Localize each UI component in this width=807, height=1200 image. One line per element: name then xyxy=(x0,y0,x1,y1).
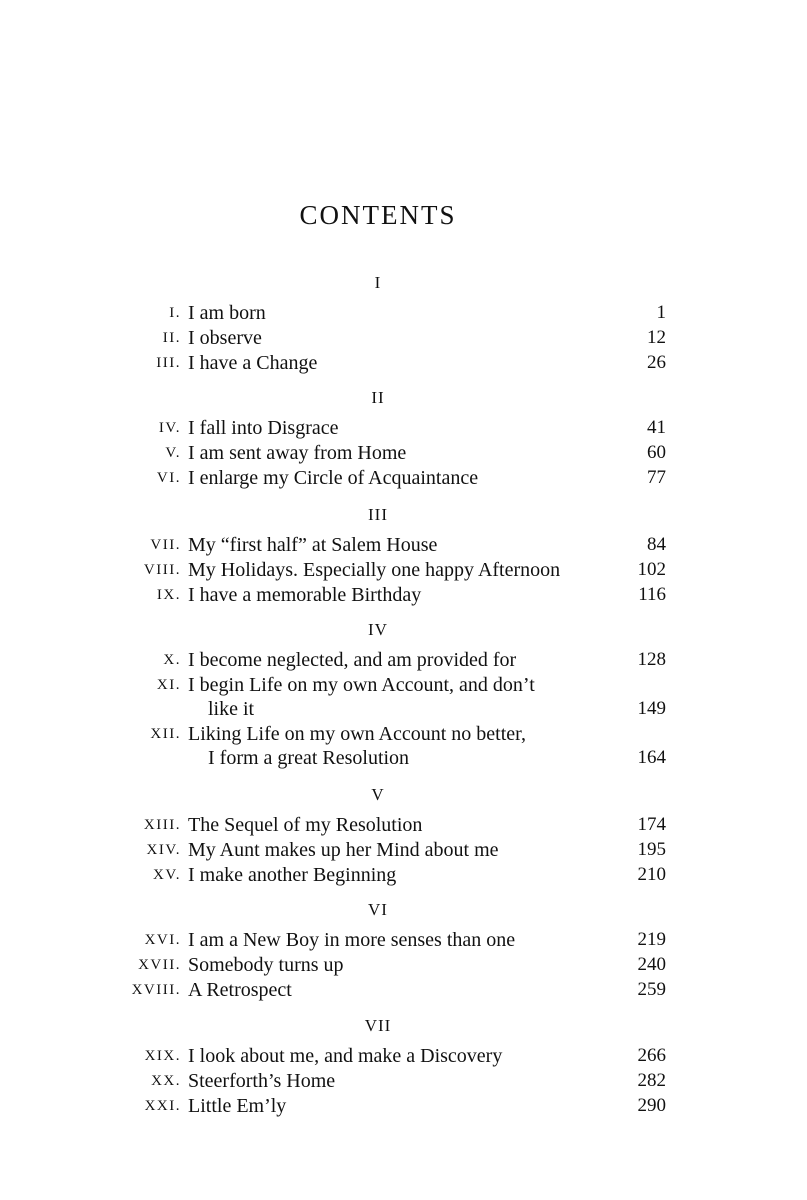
page-number: 102 xyxy=(637,559,666,580)
chapter-title: My “first half” at Salem House xyxy=(188,534,438,556)
chapter-title: I look about me, and make a Discovery xyxy=(188,1045,503,1067)
chapter-title-continued: like it xyxy=(208,698,255,720)
chapter-number: VI. xyxy=(156,470,181,486)
page-number: 116 xyxy=(638,584,666,605)
part-heading: VII xyxy=(364,1016,392,1035)
chapter-number: XXI. xyxy=(144,1098,181,1114)
page-number: 174 xyxy=(637,814,666,835)
page-number: 240 xyxy=(637,954,666,975)
chapter-title: I become neglected, and am provided for xyxy=(188,649,517,671)
page-number: 41 xyxy=(647,417,666,438)
chapter-title: My Aunt makes up her Mind about me xyxy=(188,839,499,861)
chapter-title: I am sent away from Home xyxy=(188,442,407,464)
part-heading: II xyxy=(371,388,385,407)
chapter-title: I make another Beginning xyxy=(188,864,397,886)
page-number: 210 xyxy=(637,864,666,885)
part-heading: VI xyxy=(368,900,388,919)
page-number: 266 xyxy=(637,1045,666,1066)
chapter-number: XIX. xyxy=(144,1048,181,1064)
chapter-title: I observe xyxy=(188,327,262,349)
chapter-number: X. xyxy=(163,652,181,668)
chapter-title: The Sequel of my Resolution xyxy=(188,814,423,836)
page-number: 60 xyxy=(647,442,666,463)
page-number: 164 xyxy=(637,747,666,768)
part-heading: III xyxy=(368,505,388,524)
page-number: 290 xyxy=(637,1095,666,1116)
chapter-number: I. xyxy=(169,305,181,321)
chapter-number: XVII. xyxy=(138,957,181,973)
chapter-title-continued: I form a great Resolution xyxy=(208,747,410,769)
chapter-title: I am born xyxy=(188,302,266,324)
page-number: 1 xyxy=(656,302,666,323)
page-number: 77 xyxy=(647,467,666,488)
part-heading: IV xyxy=(368,620,388,639)
chapter-title: I am a New Boy in more senses than one xyxy=(188,929,516,951)
part-heading: V xyxy=(371,785,385,804)
page-number: 282 xyxy=(637,1070,666,1091)
chapter-number: II. xyxy=(162,330,181,346)
chapter-number: XV. xyxy=(153,867,181,883)
chapter-title: Little Em’ly xyxy=(188,1095,287,1117)
chapter-title: Steerforth’s Home xyxy=(188,1070,336,1092)
chapter-number: IV. xyxy=(158,420,181,436)
chapter-title: Somebody turns up xyxy=(188,954,344,976)
chapter-title: I begin Life on my own Account, and don’t xyxy=(188,674,535,696)
chapter-title: I have a memorable Birthday xyxy=(188,584,422,606)
chapter-number: VIII. xyxy=(143,562,181,578)
page-number: 26 xyxy=(647,352,666,373)
chapter-number: III. xyxy=(156,355,181,371)
chapter-number: XIII. xyxy=(143,817,181,833)
chapter-number: XX. xyxy=(151,1073,181,1089)
chapter-title: I have a Change xyxy=(188,352,318,374)
page-number: 128 xyxy=(637,649,666,670)
chapter-title: Liking Life on my own Account no better, xyxy=(188,723,527,745)
page-number: 219 xyxy=(637,929,666,950)
chapter-title: I enlarge my Circle of Acquaintance xyxy=(188,467,479,489)
chapter-number: XIV. xyxy=(146,842,181,858)
chapter-number: VII. xyxy=(150,537,181,553)
page-title: CONTENTS xyxy=(299,200,457,230)
part-heading: I xyxy=(374,273,382,292)
page-number: 84 xyxy=(647,534,666,555)
chapter-title: I fall into Disgrace xyxy=(188,417,339,439)
chapter-number: XVIII. xyxy=(131,982,181,998)
chapter-number: V. xyxy=(165,445,181,461)
chapter-number: XI. xyxy=(156,677,181,693)
chapter-title: A Retrospect xyxy=(188,979,292,1001)
chapter-number: XII. xyxy=(150,726,181,742)
page-number: 195 xyxy=(637,839,666,860)
chapter-title: My Holidays. Especially one happy Afternoon xyxy=(188,559,561,581)
chapter-number: IX. xyxy=(156,587,181,603)
chapter-number: XVI. xyxy=(144,932,181,948)
page-number: 259 xyxy=(637,979,666,1000)
page-number: 149 xyxy=(637,698,666,719)
page-number: 12 xyxy=(647,327,666,348)
